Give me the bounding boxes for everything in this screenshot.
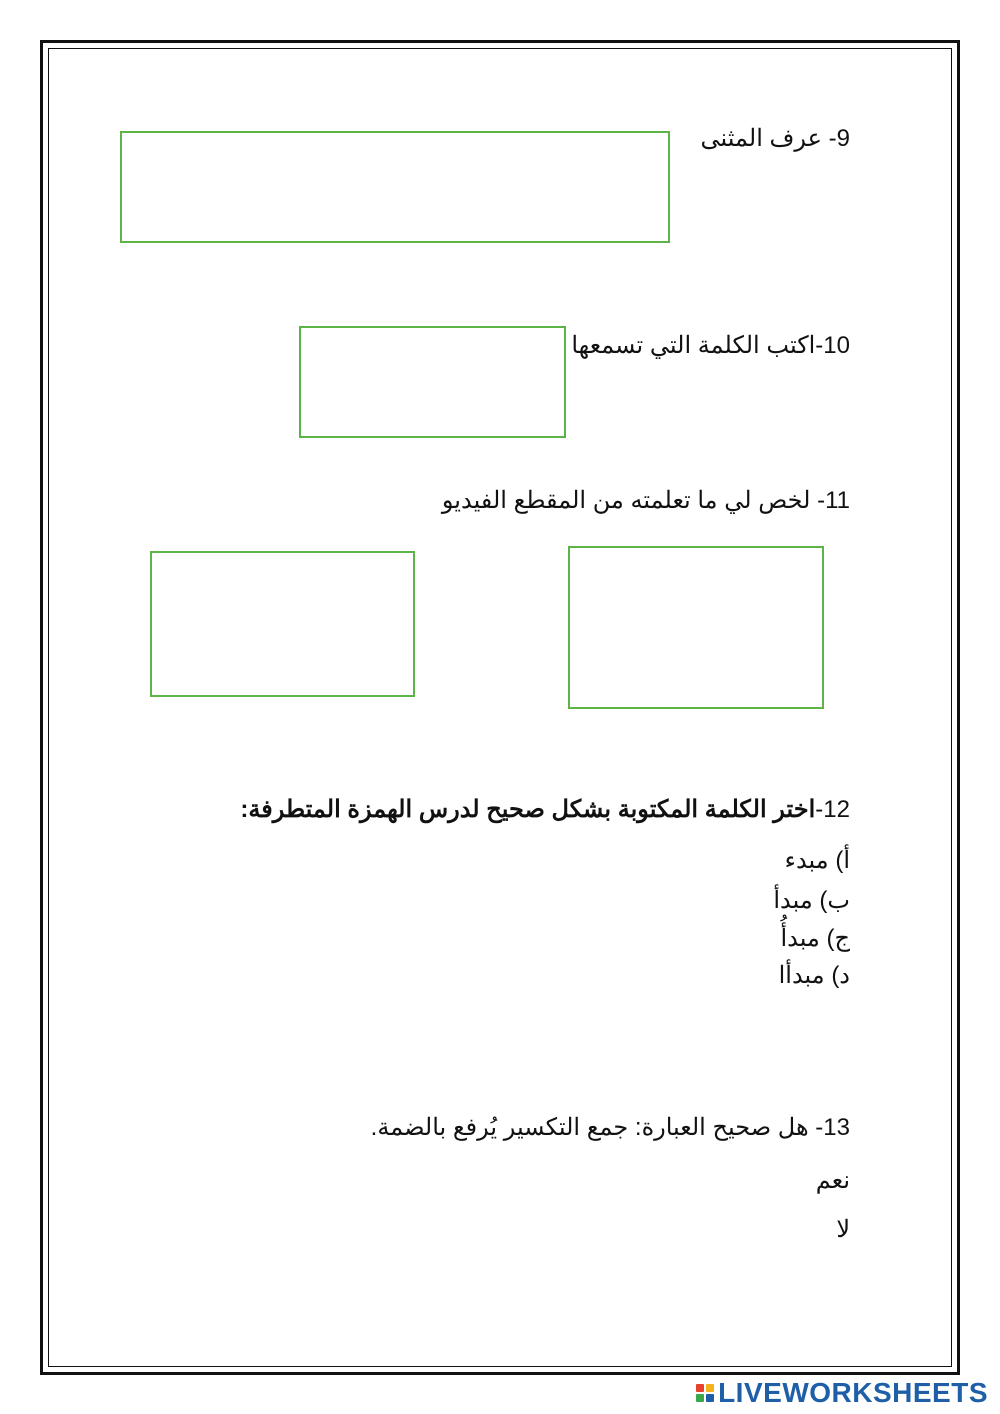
answer-box-q9[interactable]	[120, 131, 670, 243]
option-d[interactable]	[779, 961, 850, 991]
option-yes[interactable]: نعم	[815, 1167, 850, 1194]
question-11	[442, 486, 850, 516]
logo-text: LIVEWORKSHEETS	[718, 1377, 988, 1408]
question-13-text: هل صحيح العبارة: جمع التكسير يُرفع بالضمة.	[370, 1114, 809, 1141]
option-c-label: ج)	[826, 925, 850, 952]
answer-box-q11-right[interactable]	[568, 546, 824, 709]
logo-grid-icon	[696, 1384, 714, 1402]
question-13	[371, 1113, 850, 1143]
answer-box-q10[interactable]	[299, 326, 566, 438]
option-a-text: مبدء	[784, 847, 829, 874]
question-9-number: 9-	[828, 125, 850, 152]
liveworksheets-logo	[696, 1376, 988, 1410]
option-b-label: ب)	[819, 887, 850, 914]
question-11-text: لخص لي ما تعلمته من المقطع الفيديو	[441, 487, 811, 514]
option-no[interactable]: لا	[836, 1216, 850, 1243]
question-12	[240, 795, 850, 825]
answer-box-q11-left[interactable]	[150, 551, 415, 697]
question-12-text: اختر الكلمة المكتوبة بشكل صحيح لدرس الهمزة المتطرفة:	[240, 796, 816, 823]
option-a[interactable]	[785, 846, 850, 876]
question-9-text: عرف المثنى	[700, 125, 822, 152]
question-12-number: 12-	[815, 796, 850, 823]
option-b-text: مبدأ	[773, 887, 813, 914]
option-c-text: مبدأُ	[780, 925, 820, 952]
option-c[interactable]	[780, 924, 850, 954]
option-b[interactable]	[773, 886, 850, 916]
question-10-number: 10-	[815, 332, 850, 359]
option-a-label: أ)	[835, 847, 850, 874]
question-9	[701, 124, 850, 154]
question-10	[571, 331, 850, 361]
option-d-label: د)	[831, 962, 850, 989]
question-13-number: 13-	[815, 1114, 850, 1141]
question-10-text: اكتب الكلمة التي تسمعها	[571, 332, 816, 359]
question-11-number: 11-	[817, 487, 850, 514]
option-d-text: مبدأا	[778, 962, 825, 989]
